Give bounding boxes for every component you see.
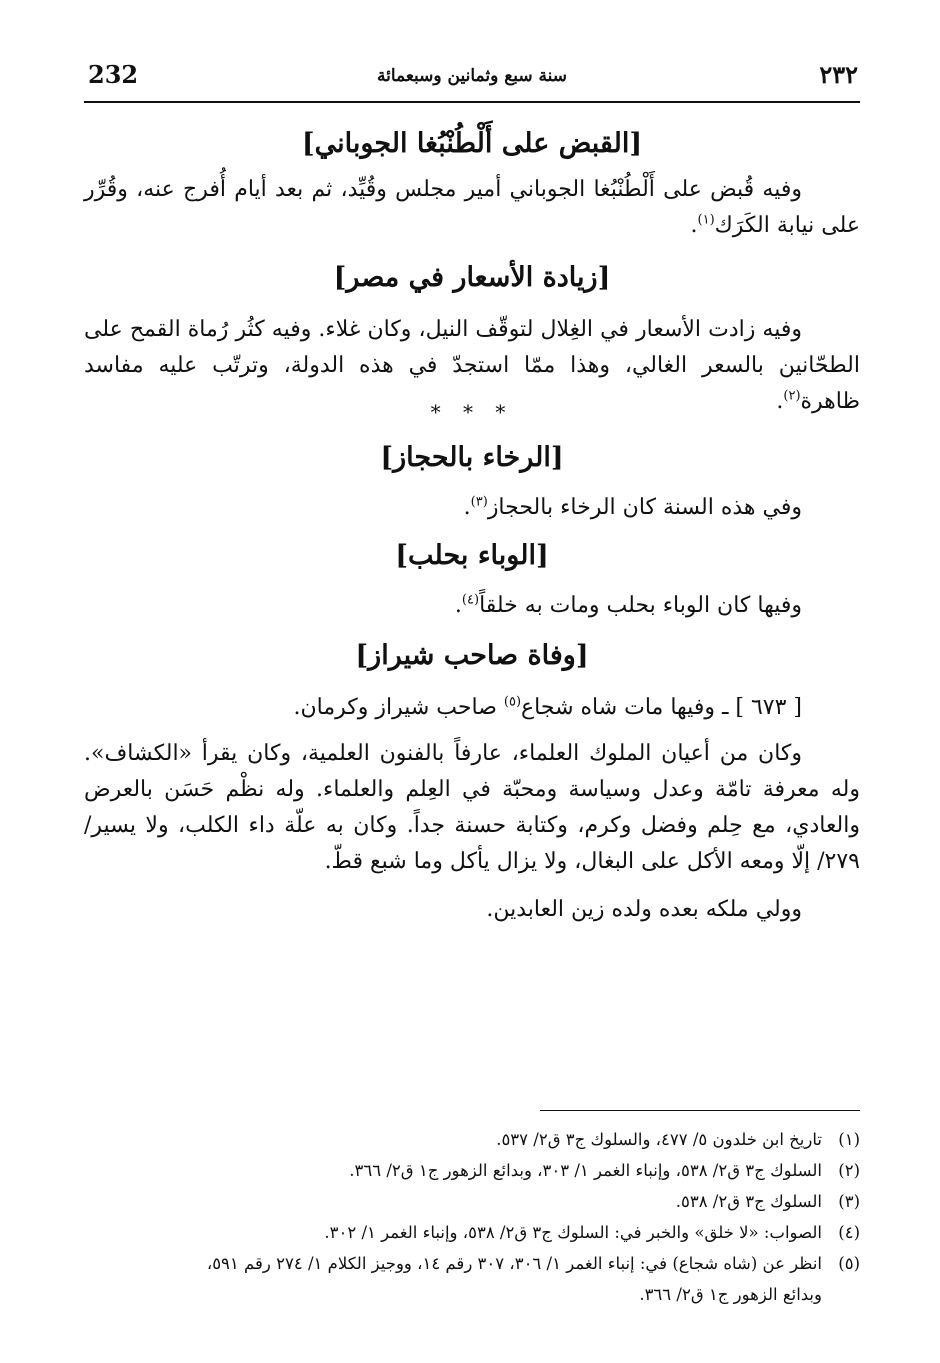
footnote-rule [540, 1110, 860, 1111]
footnote-ref: (٣) [470, 494, 488, 510]
footnote-text: السلوك ج٣ ق٢/ ٥٣٨، وإنباء الغمر ١/ ٣٠٣، وبدائع الزهور ج١ ق٢/ ٣٦٦. [349, 1161, 822, 1180]
footnote-ref: (٤) [461, 592, 480, 608]
footnote-1 [84, 1124, 860, 1155]
paragraph-text: وفيه قُبض على أَلْطُنْبُغا الجوباني أمير مجلس وقُيِّد، ثم بعد أيام أُفرج عنه، وقُرِّر على نيابة الكَرَك [84, 177, 860, 238]
footnote-number: (٥) [838, 1254, 860, 1273]
footnote-2 [84, 1155, 860, 1186]
section-1-paragraph [84, 172, 860, 244]
section-4-paragraph [84, 588, 860, 624]
footnote-number: (٢) [838, 1161, 860, 1180]
footnote-5 [84, 1248, 860, 1279]
footnote-number: (٣) [838, 1192, 860, 1211]
section-5-paragraph-1 [84, 690, 860, 726]
footnote-ref: (٢) [783, 388, 801, 404]
footnote-number: (٤) [838, 1223, 860, 1242]
footnote-ref: (١) [697, 212, 715, 228]
section-3-paragraph [84, 490, 860, 526]
page-number-arabic: ٢٣٢ [819, 60, 858, 89]
page-number-latin: 232 [88, 60, 139, 89]
paragraph-end: . [690, 213, 698, 238]
section-heading-4: [الوباء بحلب] [395, 540, 549, 571]
page-header [84, 58, 860, 98]
footnote-3 [84, 1186, 860, 1217]
footnotes [84, 1124, 860, 1310]
footnote-4 [84, 1217, 860, 1248]
footnote-number: (١) [838, 1130, 860, 1149]
section-heading-3: [الرخاء بالحجاز] [380, 442, 564, 473]
paragraph-text: وفيه زادت الأسعار في الغِلال لتوقّف النيل، وكان غلاء. وفيه كثُر رُماة القمح على الطحّانين بالسعر الغالي، وهذا ممّا استجدّ في هذه الدولة، وترتّب عليه مفاسد ظاهرة [84, 317, 860, 414]
paragraph-end: . [454, 593, 462, 618]
paragraph-text: [ ٦٧٣ ] ـ وفيها مات شاه شجاع [521, 695, 802, 720]
footnote-5-continuation: وبدائع الزهور ج١ ق٢/ ٣٦٦. [639, 1285, 822, 1304]
footnote-text: السلوك ج٣ ق٢/ ٥٣٨. [675, 1192, 822, 1211]
paragraph-end: صاحب شيراز وكرمان. [293, 695, 504, 720]
paragraph-text: وفي هذه السنة كان الرخاء بالحجاز [487, 495, 802, 520]
footnote-text: انظر عن (شاه شجاع) في: إنباء الغمر ١/ ٣٠٦، ٣٠٧ رقم ١٤، ووجيز الكلام ١/ ٢٧٤ رقم ٥٩١، [206, 1254, 822, 1273]
section-5-paragraph-3: وولي ملكه بعده ولده زين العابدين. [486, 897, 802, 922]
section-heading-5: [وفاة صاحب شيراز] [355, 640, 589, 671]
paragraph-end: . [776, 389, 784, 414]
paragraph-end: . [463, 495, 471, 520]
footnote-text: تاريخ ابن خلدون ٥/ ٤٧٧، والسلوك ج٣ ق٢/ ٥٣٧. [496, 1130, 822, 1149]
section-5-paragraph-2: وكان من أعيان الملوك العلماء، عارفاً بالفنون العلمية، وكان يقرأ «الكشاف». وله معرفة تامّة وعدل وسياسة ومحبّة في العِلم والعلماء. وله نظْم حَسَن بالعرض والعادي، مع حِلم وفضل وكرم، وكتابة حسنة جداً. وكان به علّة داء الكلب، ولا يسير/ ٢٧٩/ إلّا ومعه الأكل على البغال، ولا يزال يأكل وما شبع قطّ. [84, 741, 860, 874]
paragraph-text: وفيها كان الوباء بحلب ومات به خلقاً [479, 593, 802, 618]
section-heading-2: [زيادة الأسعار في مصر] [333, 262, 611, 293]
footnote-ref: (٥) [503, 694, 522, 710]
section-heading-1: [القبض على أَلْطُنْبُغا الجوباني] [301, 128, 643, 159]
footnote-text: الصواب: «لا خلق» والخبر في: السلوك ج٣ ق٢/ ٥٣٨، وإنباء الغمر ١/ ٣٠٢. [324, 1223, 822, 1242]
header-rule [84, 101, 860, 103]
running-title: سنة سبع وثمانين وسبعمائة [376, 66, 568, 86]
section-divider-stars: * * * [430, 400, 514, 424]
